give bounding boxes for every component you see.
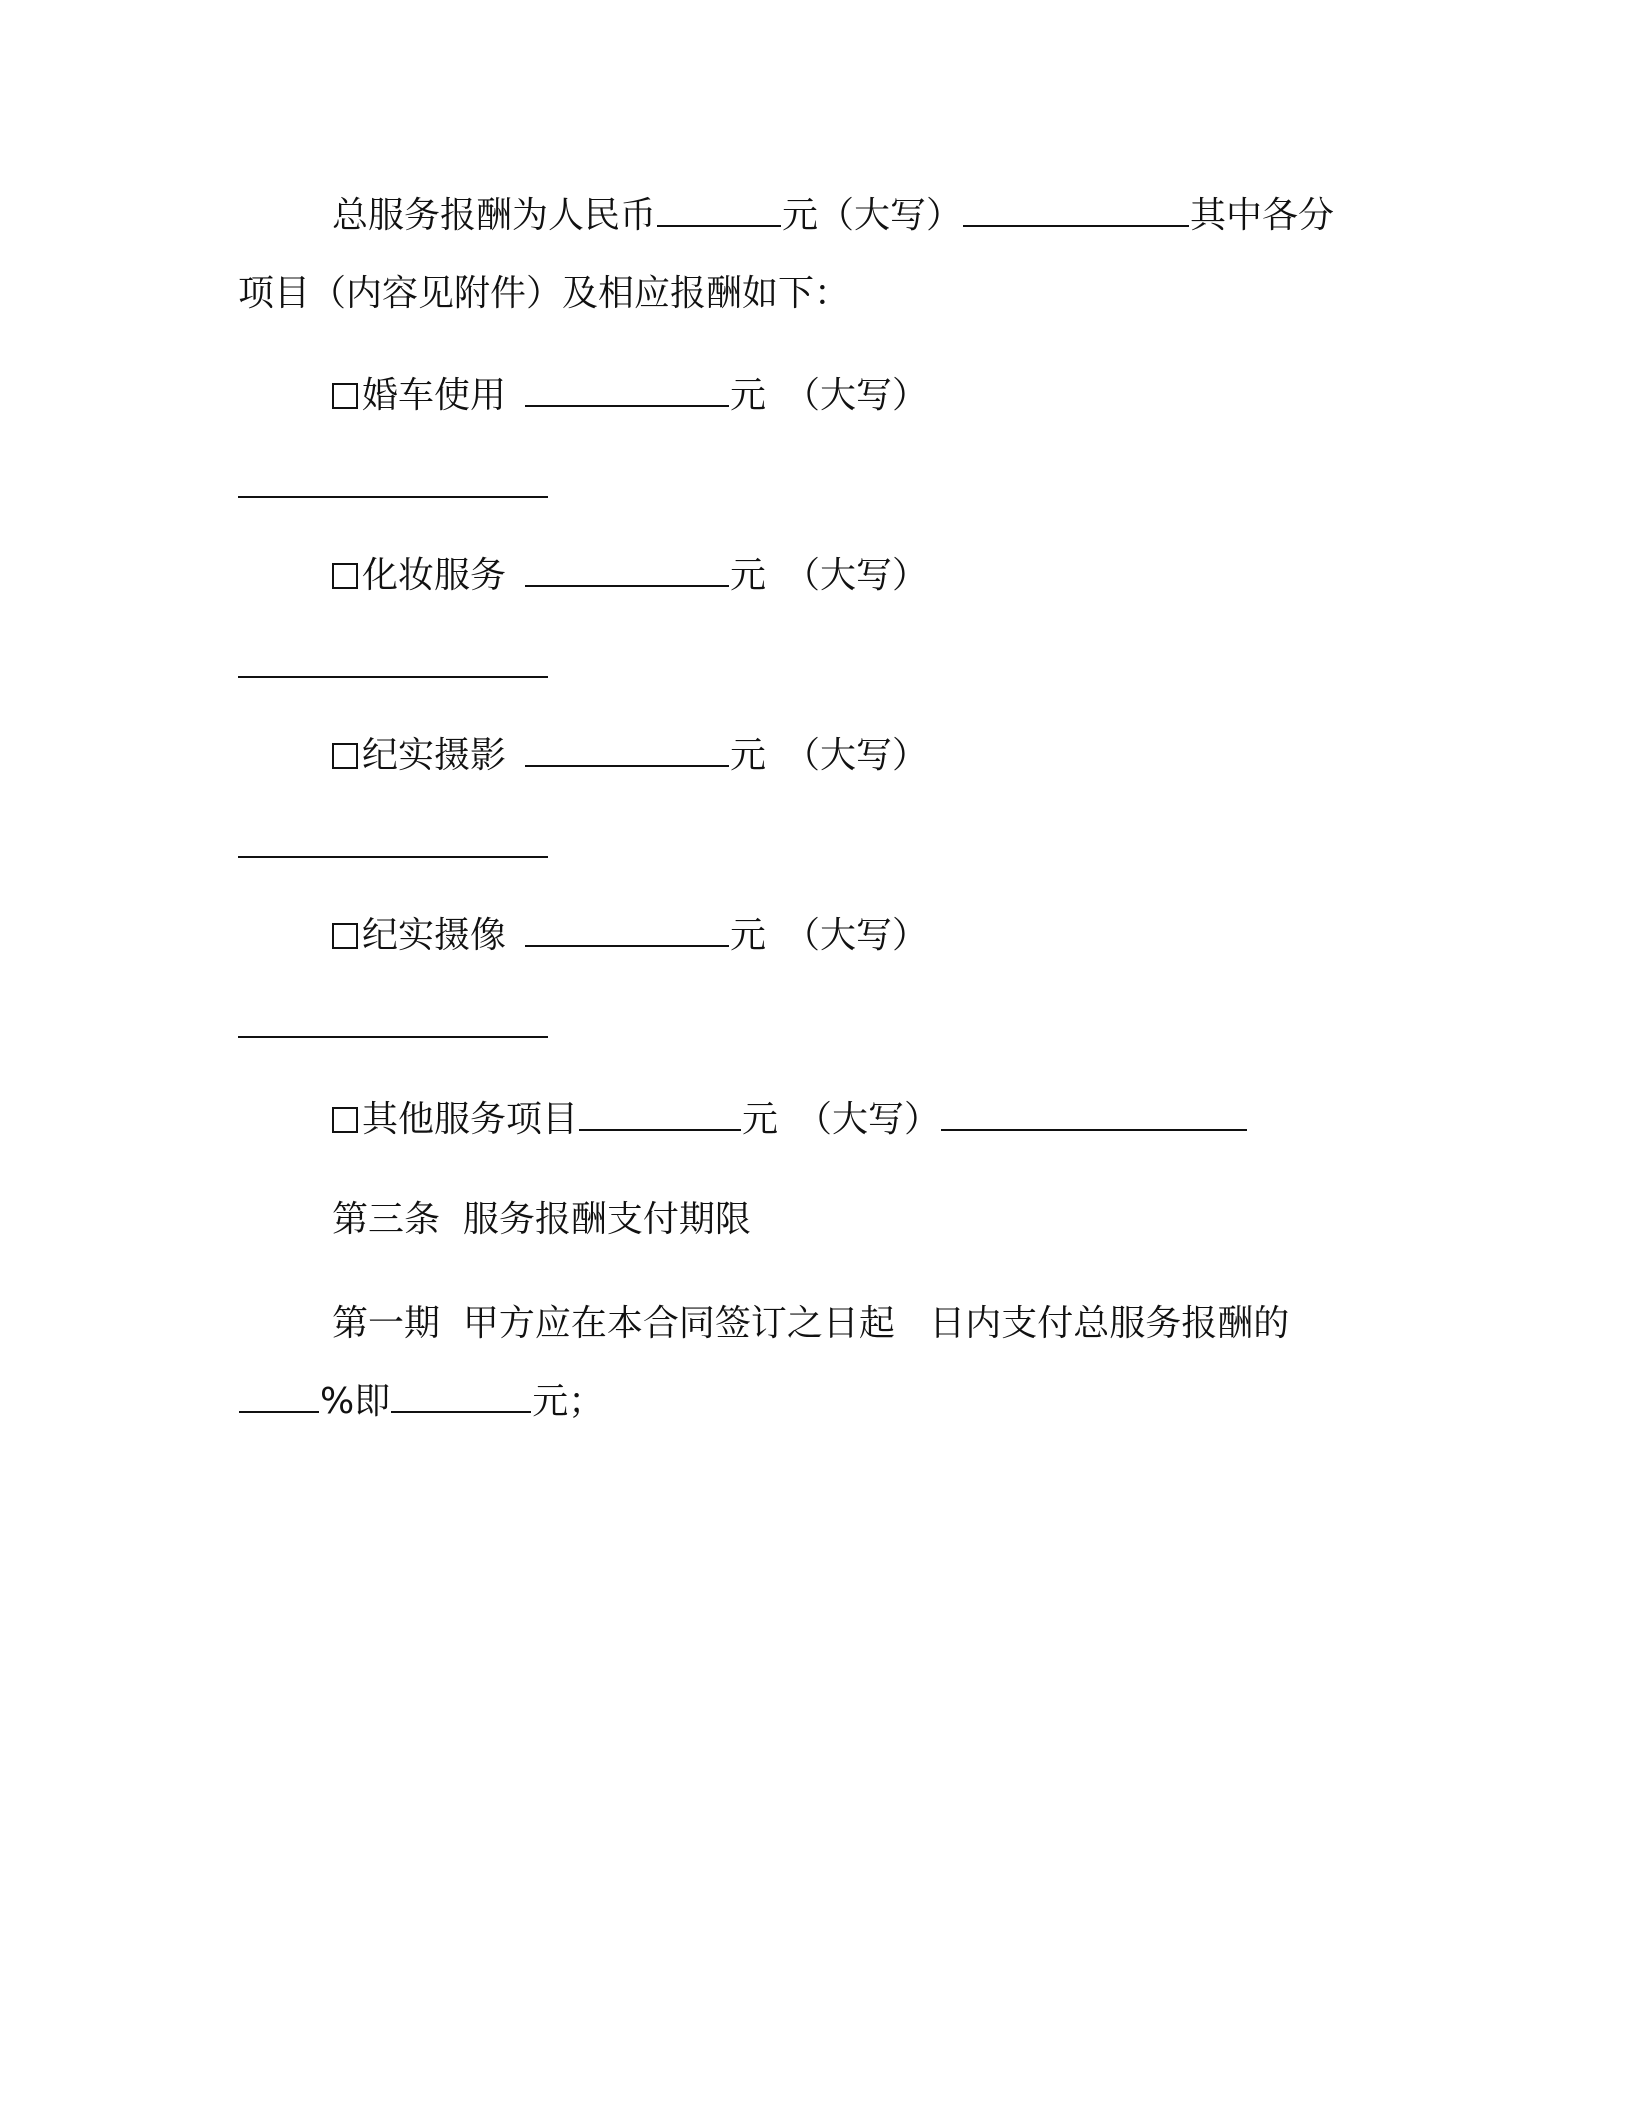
makeup-checkbox[interactable] bbox=[332, 563, 358, 589]
item-daxie: （大写） bbox=[784, 555, 929, 596]
other-services-checkbox[interactable] bbox=[332, 1107, 358, 1133]
first-payment-line bbox=[332, 1300, 1289, 1348]
photography-daxie-blank[interactable] bbox=[238, 856, 548, 858]
article-3-heading bbox=[332, 1196, 751, 1244]
total-fee-suffix-text: 其中各分 bbox=[1190, 195, 1335, 236]
wedding-car-amount-blank[interactable] bbox=[525, 373, 729, 407]
percent-blank[interactable] bbox=[239, 1379, 319, 1413]
wedding-car-daxie-blank[interactable] bbox=[238, 496, 548, 498]
videography-daxie-blank[interactable] bbox=[238, 1036, 548, 1038]
items-intro-line bbox=[238, 270, 850, 318]
item-photography bbox=[332, 732, 928, 780]
total-fee-text: 总服务报酬为人民币 bbox=[332, 195, 657, 236]
photography-checkbox[interactable] bbox=[332, 743, 358, 769]
total-fee-daxie-blank[interactable] bbox=[963, 193, 1189, 227]
item-label: 纪实摄像 bbox=[362, 915, 507, 956]
first-payment-amount-blank[interactable] bbox=[391, 1379, 531, 1413]
item-unit: 元 bbox=[742, 1099, 779, 1140]
item-unit: 元 bbox=[730, 735, 767, 776]
makeup-amount-blank[interactable] bbox=[525, 553, 729, 587]
article-3-heading-text: 第三条 服务报酬支付期限 bbox=[332, 1199, 751, 1240]
item-unit: 元 bbox=[730, 555, 767, 596]
total-fee-line bbox=[332, 192, 1334, 240]
wedding-car-checkbox[interactable] bbox=[332, 383, 358, 409]
first-payment-text: 第一期 甲方应在本合同签订之日起 日内支付总服务报酬的 bbox=[332, 1303, 1290, 1344]
first-payment-amount-line bbox=[238, 1378, 604, 1426]
item-label: 其他服务项目 bbox=[362, 1099, 579, 1140]
other-services-amount-blank[interactable] bbox=[579, 1097, 741, 1131]
videography-checkbox[interactable] bbox=[332, 923, 358, 949]
videography-amount-blank[interactable] bbox=[525, 913, 729, 947]
item-daxie: （大写） bbox=[784, 735, 929, 776]
item-daxie: （大写） bbox=[796, 1099, 941, 1140]
item-unit: 元 bbox=[730, 375, 767, 416]
percent-text: %即 bbox=[320, 1381, 391, 1422]
makeup-daxie-blank[interactable] bbox=[238, 676, 548, 678]
item-daxie: （大写） bbox=[784, 915, 929, 956]
photography-amount-blank[interactable] bbox=[525, 733, 729, 767]
item-wedding-car bbox=[332, 372, 928, 420]
item-other-services bbox=[332, 1096, 1248, 1144]
item-videography bbox=[332, 912, 928, 960]
total-fee-amount-blank[interactable] bbox=[657, 193, 781, 227]
items-intro-text: 项目（内容见附件）及相应报酬如下： bbox=[238, 273, 851, 314]
item-unit: 元 bbox=[730, 915, 767, 956]
other-services-daxie-blank[interactable] bbox=[941, 1097, 1247, 1131]
item-label: 婚车使用 bbox=[362, 375, 507, 416]
item-makeup bbox=[332, 552, 928, 600]
first-payment-unit: 元； bbox=[532, 1381, 605, 1422]
item-daxie: （大写） bbox=[784, 375, 929, 416]
item-label: 纪实摄影 bbox=[362, 735, 507, 776]
item-label: 化妆服务 bbox=[362, 555, 507, 596]
total-fee-unit-text: 元（大写） bbox=[782, 195, 963, 236]
